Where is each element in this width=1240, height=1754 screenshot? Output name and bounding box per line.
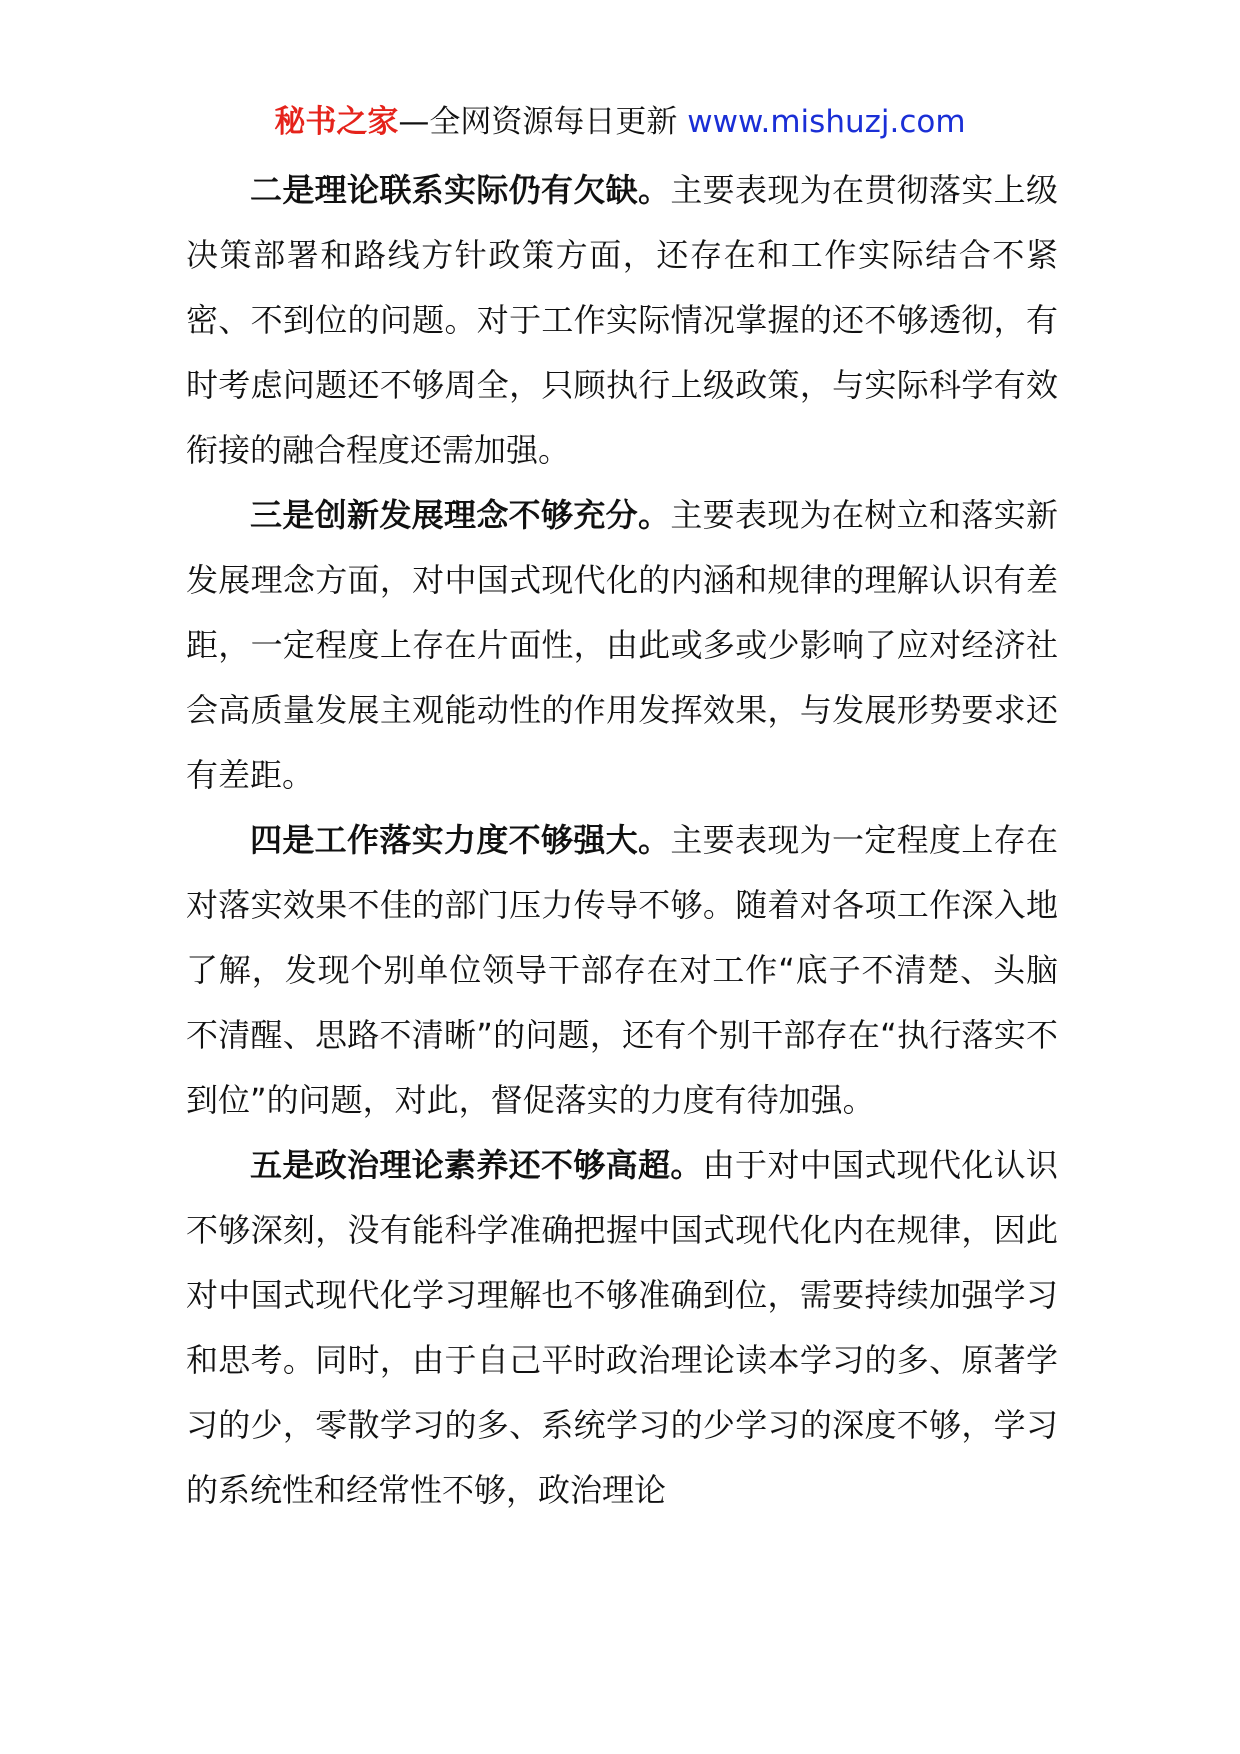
paragraph-body: 主要表现为一定程度上存在对落实效果不佳的部门压力传导不够。随着对各项工作深入地了解，发现个别单位领导干部存在对工作“底子不清楚、头脑不清醒、思路不清晰”的问题，还有个别干部存在“执行落实不到位”的问题，对此，督促落实的力度有待加强。 [186, 821, 1058, 1119]
paragraph-body: 主要表现为在树立和落实新发展理念方面，对中国式现代化的内涵和规律的理解认识有差距，一定程度上存在片面性，由此或多或少影响了应对经济社会高质量发展主观能动性的作用发挥效果，与发展形势要求还有差距。 [186, 496, 1058, 794]
paragraph-lead: 三是创新发展理念不够充分。 [250, 496, 671, 534]
page-header [0, 100, 1240, 144]
paragraph-2 [186, 158, 1058, 483]
paragraph-4 [186, 808, 1058, 1133]
paragraph-body: 主要表现为在贯彻落实上级决策部署和路线方针政策方面，还存在和工作实际结合不紧密、不到位的问题。对于工作实际情况掌握的还不够透彻，有时考虑问题还不够周全，只顾执行上级政策，与实际科学有效衔接的融合程度还需加强。 [186, 171, 1058, 469]
paragraph-body: 由于对中国式现代化认识不够深刻，没有能科学准确把握中国式现代化内在规律，因此对中国式现代化学习理解也不够准确到位，需要持续加强学习和思考。同时，由于自己平时政治理论读本学习的多、原著学习的少，零散学习的多、系统学习的少学习的深度不够，学习的系统性和经常性不够，政治理论 [186, 1146, 1058, 1509]
paragraph-lead: 五是政治理论素养还不够高超。 [250, 1146, 703, 1184]
header-brand: 秘书之家 [274, 104, 399, 140]
document-body [186, 158, 1058, 1523]
paragraph-5 [186, 1133, 1058, 1523]
header-slogan: —全网资源每日更新 [398, 104, 678, 140]
paragraph-lead: 四是工作落实力度不够强大。 [250, 821, 671, 859]
paragraph-lead: 二是理论联系实际仍有欠缺。 [250, 171, 671, 209]
paragraph-3 [186, 483, 1058, 808]
header-site-link[interactable]: www.mishuzj.com [687, 104, 966, 140]
